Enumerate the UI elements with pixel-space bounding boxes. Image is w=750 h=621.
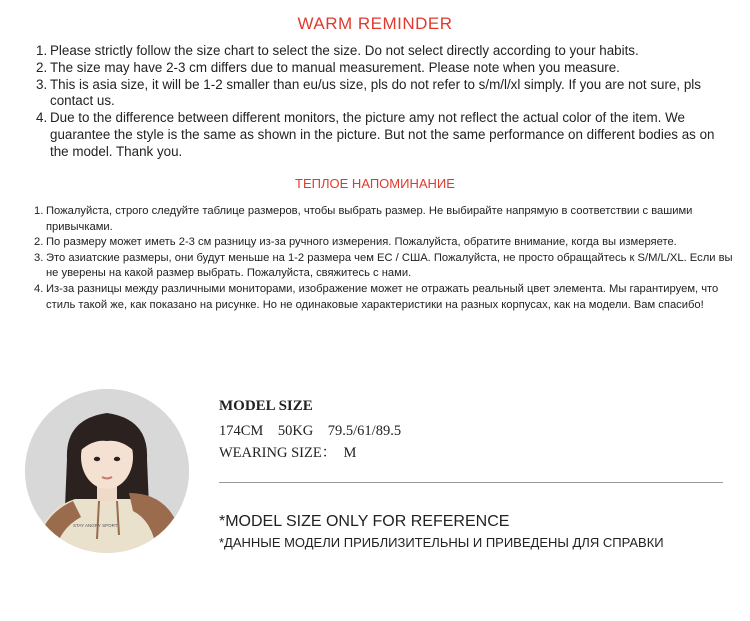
- list-text: Пожалуйста, строго следуйте таблице размеров, чтобы выбрать размер. Не выбирайте напрямую в соответствии с вашими привычками.: [46, 205, 693, 233]
- reference-note-en: *MODEL SIZE ONLY FOR REFERENCE: [219, 513, 510, 530]
- model-illustration: [25, 389, 189, 553]
- reminder-ru-title: ТЕПЛОЕ НАПОМИНАНИЕ: [295, 176, 455, 191]
- list-item: [36, 60, 726, 77]
- model-photo: [25, 389, 189, 553]
- list-text: Please strictly follow the size chart to select the size. Do not select directly according to your habits.: [50, 43, 639, 58]
- list-item: [34, 204, 734, 235]
- list-item: [34, 235, 734, 251]
- reference-note-ru: *ДАННЫЕ МОДЕЛИ ПРИБЛИЗИТЕЛЬНЫ И ПРИВЕДЕНЫ ДЛЯ СПРАВКИ: [219, 535, 664, 550]
- list-text: Из-за разницы между различными мониторами, изображение может не отражать реальный цвет элемента. Мы гарантируем, что стиль такой же, как показано на рисунке. Но не одинаковые характеристики на разных корпусах, как на модели. Вам спасибо!: [46, 282, 719, 311]
- list-number: 4.: [34, 282, 44, 295]
- wearing-size: WEARING SIZE： M: [219, 445, 357, 461]
- list-item: [36, 110, 726, 160]
- list-text: The size may have 2-3 cm differs due to manual measurement. Please note when you measure.: [50, 59, 620, 75]
- list-item: [34, 251, 734, 282]
- shirt-print: STAY ANGRY SPORT: [73, 523, 118, 528]
- eye-left: [94, 457, 100, 461]
- list-text: This is asia size, it will be 1-2 smaller than eu/us size, pls do not refer to s/m/l/xl simply. If you are not sure, pls contact us.: [50, 76, 701, 109]
- list-text: Due to the difference between different monitors, the picture amy not reflect the actual color of the item. We guarantee the style is the same as shown in the picture. But not the same performance on different bodies as on the model. Thank you.: [50, 110, 715, 159]
- reminder-en-title: WARM REMINDER: [297, 14, 453, 33]
- list-number: 4.: [36, 110, 48, 126]
- list-number: 2.: [36, 59, 48, 75]
- list-text: Это азиатские размеры, они будут меньше на 1-2 размера чем ЕС / США. Пожалуйста, не просто обращайтесь к S/M/L/XL. Если вы не уверены на какой размер выбрать. Пожалуйста, свяжитесь с нами.: [46, 251, 733, 280]
- model-size-heading: MODEL SIZE: [219, 398, 313, 414]
- list-number: 1.: [36, 43, 48, 58]
- list-number: 3.: [36, 76, 48, 92]
- reminder-en-list: [36, 43, 726, 161]
- list-item: [34, 282, 734, 313]
- model-measurements: 174CM 50KG 79.5/61/89.5: [219, 423, 402, 439]
- list-item: [36, 43, 726, 60]
- list-item: [36, 77, 726, 111]
- reminder-ru-list: [34, 204, 734, 313]
- divider: [219, 482, 723, 483]
- list-number: 2.: [34, 236, 44, 249]
- list-number: 1.: [34, 205, 44, 217]
- list-number: 3.: [34, 251, 44, 264]
- eye-right: [114, 457, 120, 461]
- list-text: По размеру может иметь 2-3 см разницу из-за ручного измерения. Пожалуйста, обратите внимание, когда вы измеряете.: [46, 236, 677, 249]
